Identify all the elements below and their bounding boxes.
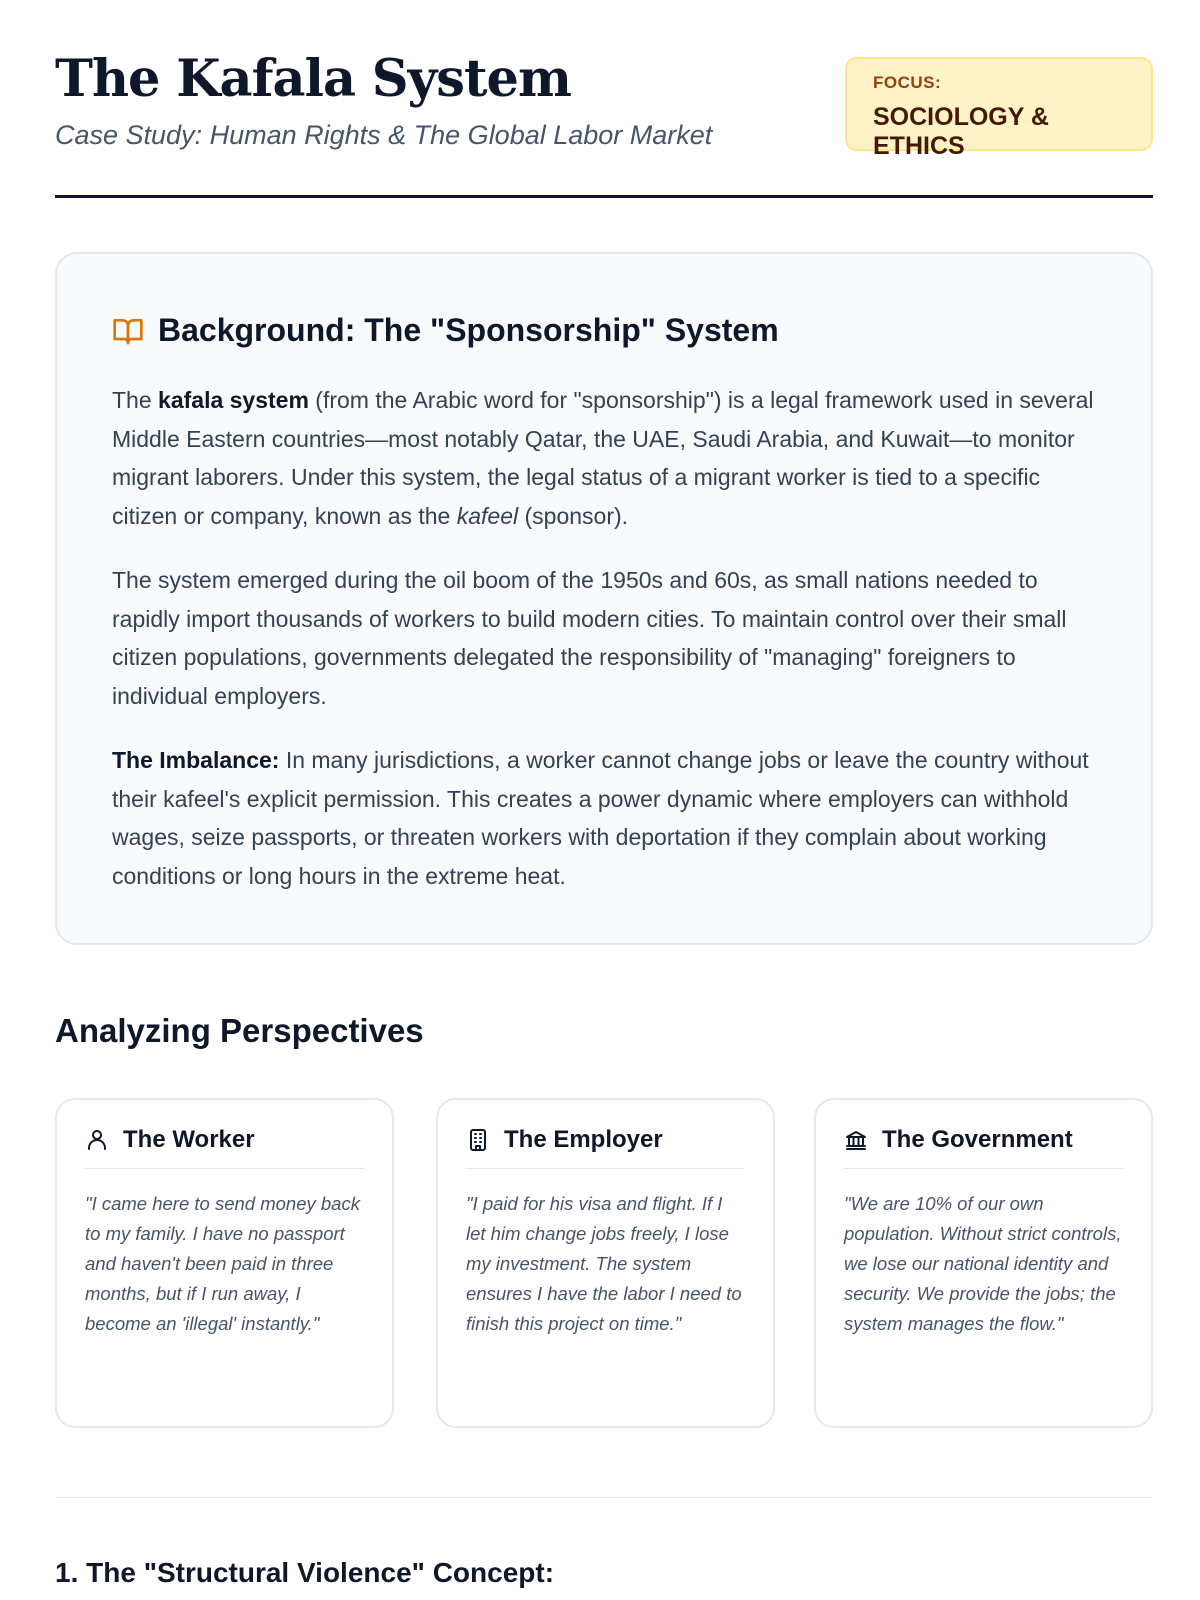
perspectives-title: Analyzing Perspectives	[55, 1012, 424, 1049]
card-title: The Employer	[504, 1126, 663, 1153]
text-run: (from the Arabic word for "sponsorship") is a legal framework used in several Middle Eastern countries—most notably Qatar, the UAE, Saudi Arabia, and Kuwait—to monitor migrant laborers. Under this system, the legal status of a migrant worker is tied to a specific citizen or company, known as the	[112, 387, 1094, 529]
focus-value: SOCIOLOGY & ETHICS	[873, 103, 1049, 160]
card-header	[844, 1126, 1123, 1169]
background-card	[55, 252, 1153, 945]
building-icon	[466, 1128, 490, 1152]
text-run: The	[112, 387, 159, 413]
page-title: The Kafala System	[55, 49, 571, 109]
background-paragraph-3	[112, 741, 1096, 895]
perspective-cards	[55, 1098, 1153, 1428]
person-icon	[85, 1128, 109, 1152]
term-kafeel: kafeel	[456, 502, 519, 529]
text-run: In many jurisdictions, a worker cannot change jobs or leave the country without their kafeel's explicit permission. This creates a power dynamic where employers can withhold wages, seize passports, or threaten workers with deportation if they complain about working conditions or long hours in the extreme heat.	[112, 747, 1089, 889]
card-header	[466, 1126, 745, 1169]
background-paragraph-2: The system emerged during the oil boom of the 1950s and 60s, as small nations needed to rapidly import thousands of workers to build modern cities. To maintain control over their small citizen populations, governments delegated the responsibility of "managing" foreigners to individual employers.	[112, 567, 1067, 709]
perspective-card-worker	[55, 1098, 394, 1428]
card-quote: "We are 10% of our own population. Without strict controls, we lose our national identity and security. We provide the jobs; the system manages the flow."	[844, 1193, 1122, 1334]
section-divider	[55, 1497, 1153, 1498]
perspective-card-government	[814, 1098, 1153, 1428]
card-title: The Worker	[123, 1126, 255, 1153]
card-quote: "I paid for his visa and flight. If I let him change jobs freely, I lose my investment. The system ensures I have the labor I need to finish this project on time."	[466, 1193, 742, 1334]
term-kafala-system: kafala system	[158, 387, 309, 413]
landmark-icon	[844, 1128, 868, 1152]
card-quote: "I came here to send money back to my family. I have no passport and haven't been paid in three months, but if I run away, I become an 'illegal' instantly."	[85, 1193, 360, 1334]
card-title: The Government	[882, 1126, 1073, 1153]
focus-badge	[845, 57, 1153, 160]
page-subtitle: Case Study: Human Rights & The Global Labor Market	[55, 120, 713, 150]
text-run: (sponsor).	[518, 502, 629, 529]
book-open-icon	[112, 315, 144, 347]
page-header	[55, 0, 1153, 198]
section-1-title: 1. The "Structural Violence" Concept:	[55, 1557, 555, 1588]
perspective-card-employer	[436, 1098, 775, 1428]
background-heading	[112, 312, 1096, 349]
card-header	[85, 1126, 364, 1169]
worksheet-page	[55, 0, 1153, 1588]
background-paragraph-1	[112, 381, 1096, 535]
imbalance-label: The Imbalance:	[112, 747, 280, 773]
focus-label: FOCUS:	[873, 73, 942, 92]
background-title: Background: The "Sponsorship" System	[158, 312, 779, 348]
